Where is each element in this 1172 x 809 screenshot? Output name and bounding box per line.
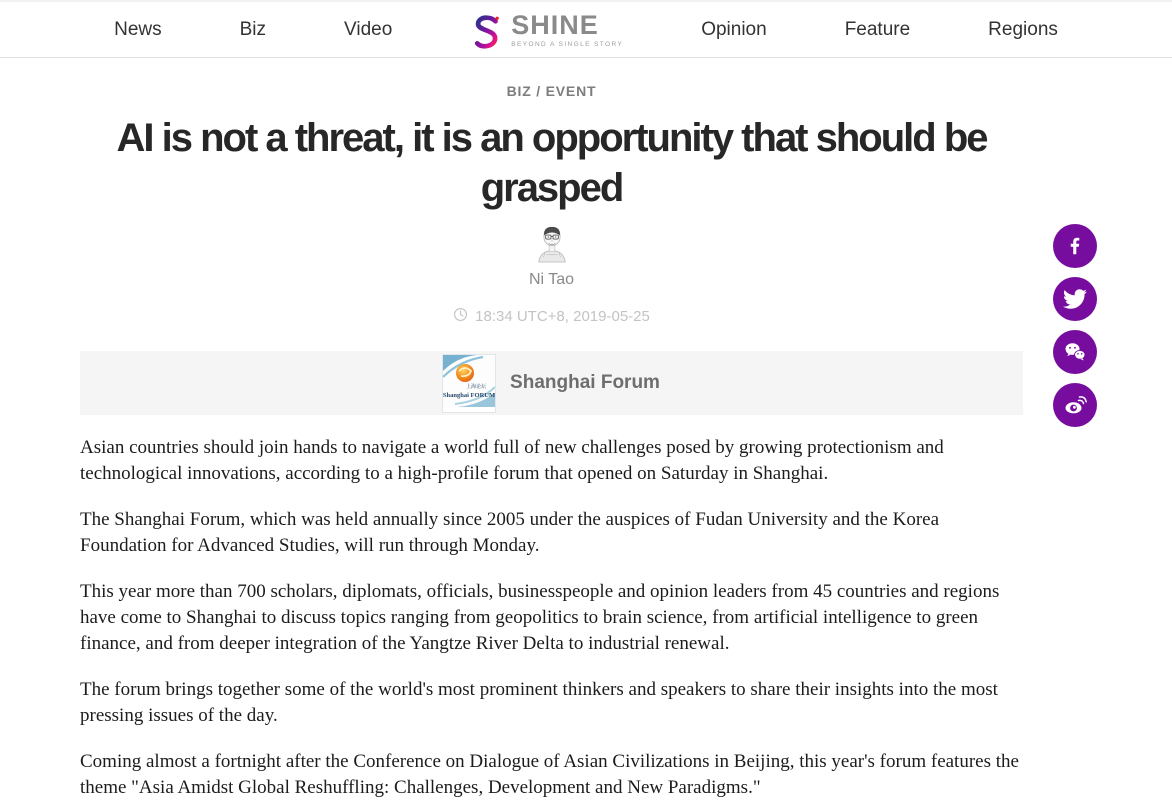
twitter-icon (1063, 287, 1087, 311)
nav-item-feature[interactable]: Feature (844, 18, 911, 40)
article-main (80, 83, 1023, 801)
share-facebook-button[interactable] (1053, 224, 1097, 268)
timestamp-text: 18:34 UTC+8, 2019-05-25 (475, 308, 650, 325)
author-name[interactable]: Ni Tao (528, 271, 575, 288)
share-rail (1053, 224, 1097, 427)
nav-item-opinion[interactable]: Opinion (701, 18, 767, 40)
shanghai-forum-logo (443, 355, 495, 412)
publish-timestamp (80, 307, 1023, 326)
article-paragraph: Asian countries should join hands to navigate a world full of new challenges posed by growing protectionism and technological innovations, according to a high-profile forum that opened on Saturday in Shanghai. (80, 437, 944, 484)
article-body (80, 435, 1023, 801)
article-paragraph: The Shanghai Forum, which was held annually since 2005 under the auspices of Fudan University and the Korea Foundation for Advanced Studies, will run through Monday. (80, 509, 940, 556)
facebook-icon (1064, 235, 1086, 257)
article-paragraph: Coming almost a fortnight after the Conference on Dialogue of Asian Civilizations in Beijing, this year's forum features the theme "Asia Amidst Global Reshuffling: Challenges, Development and New Paradigms." (80, 751, 1019, 798)
topic-label: Shanghai Forum (510, 372, 660, 393)
nav-item-news[interactable]: News (114, 18, 162, 40)
breadcrumb[interactable]: BIZ / EVENT (506, 83, 597, 99)
share-wechat-button[interactable] (1053, 330, 1097, 374)
share-twitter-button[interactable] (1053, 277, 1097, 321)
share-weibo-button[interactable] (1053, 383, 1097, 427)
article-paragraph: This year more than 700 scholars, diplomats, officials, businesspeople and opinion leaders from 45 countries and regions have come to Shanghai to discuss topics ranging from geopolitics to brain science, from artificial intelligence to green finance, and from deeper integration of the Yangtze River Delta to industrial renewal. (80, 581, 1000, 654)
topic-banner-shanghai-forum[interactable] (80, 351, 1023, 415)
brand-tagline: BEYOND A SINGLE STORY (511, 41, 624, 48)
site-nav (0, 2, 1172, 58)
author-avatar[interactable] (533, 223, 571, 268)
nav-item-video[interactable]: Video (344, 18, 393, 40)
nav-item-regions[interactable]: Regions (988, 18, 1058, 40)
shine-s-icon (470, 12, 504, 61)
weibo-icon (1063, 393, 1087, 417)
page-title: AI is not a threat, it is an opportunity that should be grasped (116, 116, 987, 210)
nav-item-biz[interactable]: Biz (239, 18, 267, 40)
forum-logo-cn-text: 上海论坛 (466, 383, 487, 390)
article-paragraph: The forum brings together some of the world's most prominent thinkers and speakers to share their insights into the most pressing issues of the day. (80, 679, 998, 726)
clock-icon (453, 307, 468, 326)
shine-logo[interactable] (470, 12, 623, 61)
author-block (80, 223, 1023, 289)
forum-logo-en-text: Shanghai FORUM (443, 391, 496, 399)
brand-name: SHINE (511, 10, 599, 40)
wechat-icon (1063, 340, 1087, 364)
